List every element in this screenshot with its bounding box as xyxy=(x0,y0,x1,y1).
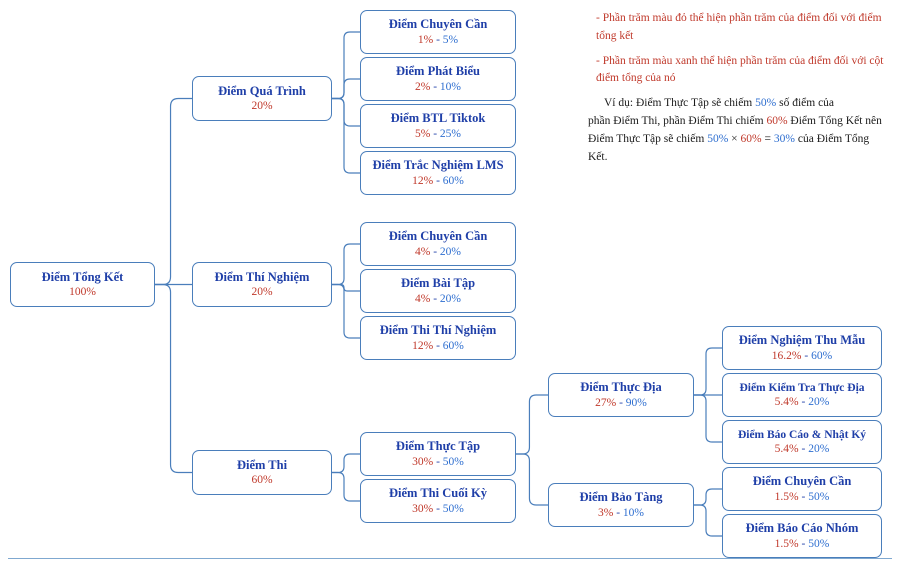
node-title: Điểm Phát Biểu xyxy=(395,64,481,78)
edge-diemthi-to-thicuoiky xyxy=(332,473,360,502)
percent-parent: 20% xyxy=(808,443,830,455)
percent-separator: - xyxy=(430,127,440,140)
percent-parent: 90% xyxy=(625,396,647,409)
node-title: Điểm Bảo Tàng xyxy=(579,490,663,504)
note-red-percent: - Phần trăm màu đỏ thể hiện phần trăm của điểm đối với điểm tổng kết xyxy=(596,12,882,42)
node-title: Điểm Thực Địa xyxy=(580,380,662,394)
percent-separator: - xyxy=(430,80,440,93)
percent-total: 3% xyxy=(597,506,614,519)
note-example xyxy=(588,95,888,166)
percent-total: 4% xyxy=(414,245,431,258)
node-values xyxy=(772,349,832,363)
example-line2-b: 60% xyxy=(766,115,788,128)
example-line3-d: 60% xyxy=(740,132,762,145)
percent-parent: 20% xyxy=(439,292,462,305)
percent-separator: - xyxy=(433,455,443,468)
node-values xyxy=(598,506,644,520)
node-values xyxy=(412,339,464,353)
node-values xyxy=(251,473,272,487)
percent-separator: - xyxy=(433,502,443,515)
node-td1 xyxy=(722,326,882,370)
node-baotang xyxy=(548,483,694,527)
percent-separator: - xyxy=(430,245,440,258)
percent-separator: - xyxy=(798,396,809,408)
example-line1-b: 50% xyxy=(755,97,777,110)
example-line2-a: phần Điểm Thi, phần Điểm Thi chiếm xyxy=(588,115,767,128)
node-values xyxy=(415,80,461,94)
percent-separator: - xyxy=(430,292,440,305)
node-td2 xyxy=(722,373,882,417)
example-line4: Điểm Tổng Kết. xyxy=(588,132,870,163)
edge-baotang-to-bt2 xyxy=(694,505,722,536)
edge-quatrinh-to-qt2 xyxy=(332,79,360,99)
percent-total: 1.5% xyxy=(774,537,799,550)
node-title: Điểm Quá Trình xyxy=(218,83,306,98)
node-qt3 xyxy=(360,104,516,148)
edge-thinghiem-to-tn1 xyxy=(332,244,360,285)
node-title: Điểm Thi Thí Nghiệm xyxy=(379,323,497,337)
node-values xyxy=(69,285,96,299)
node-values xyxy=(595,396,647,410)
node-title: Điểm Nghiệm Thu Mẫu xyxy=(738,333,866,347)
node-title: Điểm BTL Tiktok xyxy=(390,111,486,125)
percent-separator: - xyxy=(798,490,809,503)
node-bt1 xyxy=(722,467,882,511)
percent-total: 20% xyxy=(251,286,273,299)
percent-total: 60% xyxy=(251,474,273,487)
edge-baotang-to-bt1 xyxy=(694,489,722,505)
node-values xyxy=(412,502,464,516)
percent-total: 20% xyxy=(251,100,273,113)
node-qt4 xyxy=(360,151,516,195)
node-tn2 xyxy=(360,269,516,313)
node-tn1 xyxy=(360,222,516,266)
percent-total: 5% xyxy=(414,127,431,140)
example-line3-a: Kết nên Điểm Thực Tập sẽ chiếm xyxy=(588,115,882,145)
edge-quatrinh-to-qt1 xyxy=(332,32,360,99)
node-values xyxy=(418,33,458,47)
node-title: Điểm Thí Nghiệm xyxy=(214,269,310,284)
node-values xyxy=(415,245,461,259)
node-title: Điểm Thực Tập xyxy=(395,439,481,453)
edge-thuctap-to-baotang xyxy=(516,454,548,505)
percent-parent: 60% xyxy=(442,339,464,352)
node-title: Điểm Báo Cáo Nhóm xyxy=(745,521,859,535)
node-values xyxy=(415,292,461,306)
node-title: Điểm Kiểm Tra Thực Địa xyxy=(739,381,865,394)
example-line1-c: số điểm của xyxy=(776,97,835,110)
percent-total: 12% xyxy=(412,339,434,352)
example-line1-a: Ví dụ: Điểm Thực Tập sẽ chiếm xyxy=(604,97,756,110)
node-quatrinh xyxy=(192,76,332,121)
percent-parent: 60% xyxy=(811,349,833,362)
node-title: Điểm Thi Cuối Kỳ xyxy=(388,486,488,500)
percent-total: 1% xyxy=(417,33,434,46)
percent-parent: 50% xyxy=(808,537,830,550)
node-values xyxy=(775,490,830,504)
edge-thuctap-to-thucdia xyxy=(516,395,548,454)
edge-thucdia-to-td1 xyxy=(694,348,722,395)
example-line3-g: của xyxy=(794,132,814,145)
percent-separator: - xyxy=(433,174,443,187)
percent-total: 5.4% xyxy=(774,396,799,408)
percent-separator: - xyxy=(801,349,812,362)
edge-tongket-to-diemthi xyxy=(155,285,192,473)
percent-parent: 10% xyxy=(622,506,645,519)
edge-quatrinh-to-qt3 xyxy=(332,99,360,127)
percent-total: 27% xyxy=(595,396,617,409)
edge-thinghiem-to-tn3 xyxy=(332,285,360,339)
node-thuctap xyxy=(360,432,516,476)
percent-parent: 5% xyxy=(442,33,459,46)
percent-total: 1.5% xyxy=(774,490,799,503)
node-values xyxy=(775,537,830,551)
percent-parent: 50% xyxy=(442,455,464,468)
node-diemthi xyxy=(192,450,332,495)
node-title: Điểm Thi xyxy=(236,457,288,472)
percent-parent: 50% xyxy=(808,490,830,503)
percent-separator: - xyxy=(433,33,443,46)
percent-parent: 20% xyxy=(439,245,462,258)
node-td3 xyxy=(722,420,882,464)
percent-separator: - xyxy=(433,339,443,352)
percent-total: 12% xyxy=(412,174,434,187)
percent-separator: - xyxy=(616,396,626,409)
example-line3-b: 50% xyxy=(707,132,729,145)
node-qt2 xyxy=(360,57,516,101)
percent-total: 30% xyxy=(412,455,434,468)
node-qt1 xyxy=(360,10,516,54)
legend-notes xyxy=(588,10,888,167)
example-line2-c: Điểm Tổng xyxy=(787,115,843,128)
percent-total: 5.4% xyxy=(774,443,799,455)
example-line3-e: = xyxy=(761,132,774,145)
edge-thinghiem-to-tn2 xyxy=(332,285,360,292)
percent-separator: - xyxy=(798,443,809,455)
percent-total: 100% xyxy=(69,286,96,299)
percent-separator: - xyxy=(798,537,809,550)
bottom-divider xyxy=(8,558,892,559)
node-values xyxy=(775,395,830,409)
percent-parent: 25% xyxy=(439,127,462,140)
node-title: Điểm Báo Cáo & Nhật Ký xyxy=(737,428,867,441)
node-values xyxy=(415,127,461,141)
node-title: Điểm Chuyên Cần xyxy=(388,17,488,31)
percent-total: 16.2% xyxy=(771,349,802,362)
percent-parent: 10% xyxy=(439,80,462,93)
percent-parent: 60% xyxy=(442,174,464,187)
edge-quatrinh-to-qt4 xyxy=(332,99,360,174)
example-line3-f: 30% xyxy=(773,132,795,145)
edge-tongket-to-quatrinh xyxy=(155,99,192,285)
node-bt2 xyxy=(722,514,882,558)
node-title: Điểm Chuyên Cần xyxy=(752,474,852,488)
node-title: Điểm Trắc Nghiệm LMS xyxy=(372,158,504,172)
node-thicuoiky xyxy=(360,479,516,523)
node-values xyxy=(251,285,272,299)
percent-parent: 50% xyxy=(442,502,464,515)
node-values xyxy=(412,174,464,188)
edge-thucdia-to-td3 xyxy=(694,395,722,442)
percent-parent: 20% xyxy=(808,396,830,408)
node-title: Điểm Chuyên Cần xyxy=(388,229,488,243)
node-tongket xyxy=(10,262,155,307)
node-title: Điểm Tổng Kết xyxy=(41,269,124,284)
node-tn3 xyxy=(360,316,516,360)
example-line3-c: × xyxy=(728,132,741,145)
percent-total: 30% xyxy=(412,502,434,515)
node-values xyxy=(412,455,464,469)
node-thucdia xyxy=(548,373,694,417)
node-values xyxy=(775,442,830,456)
percent-total: 2% xyxy=(414,80,431,93)
node-values xyxy=(251,99,272,113)
percent-separator: - xyxy=(613,506,623,519)
edge-diemthi-to-thuctap xyxy=(332,454,360,473)
percent-total: 4% xyxy=(414,292,431,305)
node-title: Điểm Bài Tập xyxy=(400,276,476,290)
node-thinghiem xyxy=(192,262,332,307)
note-blue-percent: - Phần trăm màu xanh thể hiện phần trăm của điểm đối với cột điểm tổng của nó xyxy=(596,54,884,85)
